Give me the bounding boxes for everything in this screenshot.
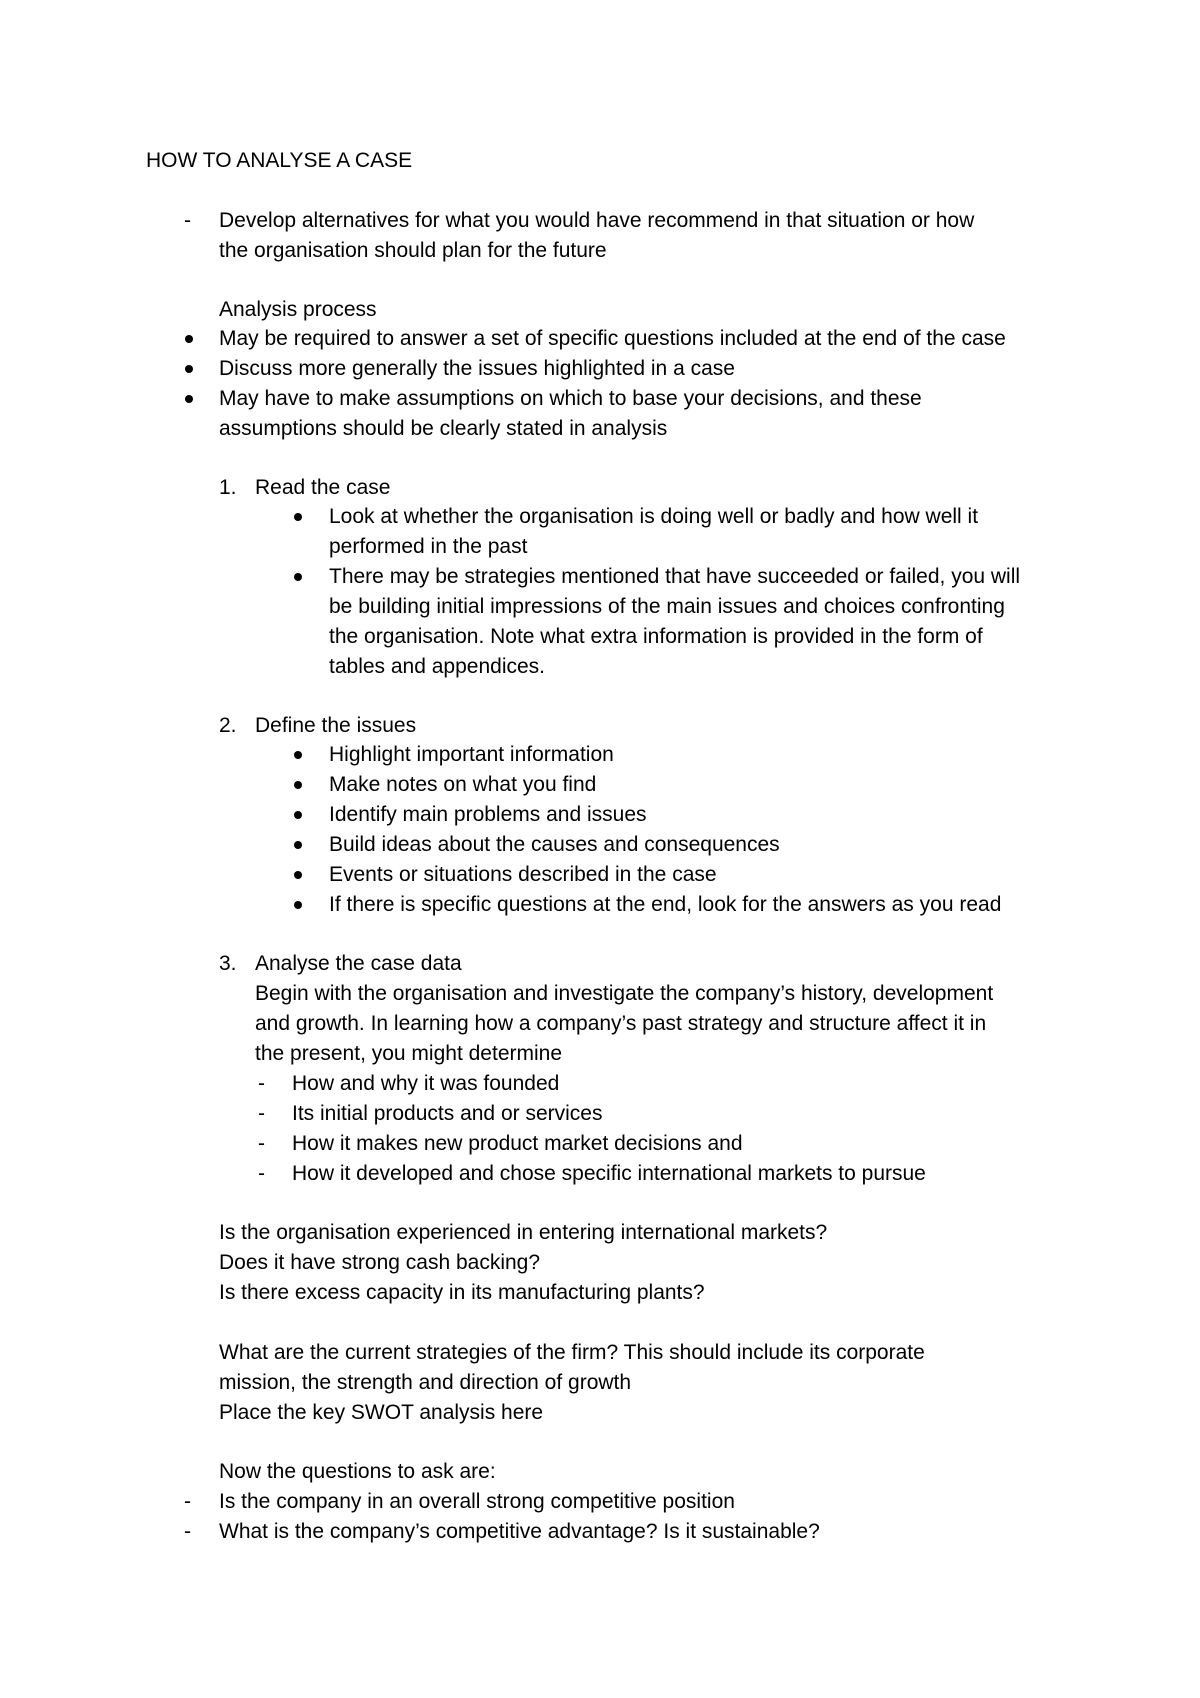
dash-marker: -	[184, 209, 191, 232]
list-item: Events or situations described in the case	[329, 863, 717, 886]
list-item: How and why it was founded	[292, 1072, 560, 1095]
bullet-icon	[294, 781, 302, 789]
list-item: Look at whether the organisation is doing well or badly and how well it	[329, 505, 979, 528]
step-number: 3.	[219, 952, 237, 975]
bullet-icon	[185, 335, 193, 343]
list-item-continuation: assumptions should be clearly stated in analysis	[219, 417, 668, 440]
list-item: How it makes new product market decisions and	[292, 1132, 743, 1155]
list-item: Its initial products and or services	[292, 1102, 603, 1125]
paragraph-line: Begin with the organisation and investigate the company’s history, development	[255, 982, 994, 1005]
intro-line: Develop alternatives for what you would have recommend in that situation or how	[219, 209, 975, 232]
bullet-icon	[294, 811, 302, 819]
list-item: Build ideas about the causes and consequences	[329, 833, 780, 856]
list-item: May have to make assumptions on which to base your decisions, and these	[219, 387, 922, 410]
list-item: How it developed and chose specific international markets to pursue	[292, 1162, 926, 1185]
step-label: Read the case	[255, 476, 391, 499]
list-item: Identify main problems and issues	[329, 803, 647, 826]
dash-marker: -	[258, 1072, 265, 1095]
paragraph-line: and growth. In learning how a company’s past strategy and structure affect it in	[255, 1012, 987, 1035]
dash-marker: -	[184, 1520, 191, 1543]
step-label: Analyse the case data	[255, 952, 462, 975]
list-item: What is the company’s competitive advantage? Is it sustainable?	[219, 1520, 820, 1543]
question-line: Is the organisation experienced in entering international markets?	[219, 1221, 828, 1244]
list-item: Highlight important information	[329, 743, 614, 766]
bullet-icon	[294, 901, 302, 909]
analysis-process-heading: Analysis process	[219, 298, 377, 321]
strategy-line: mission, the strength and direction of growth	[219, 1371, 632, 1394]
list-item: Discuss more generally the issues highlighted in a case	[219, 357, 735, 380]
bullet-icon	[294, 513, 302, 521]
intro-line: the organisation should plan for the future	[219, 239, 607, 262]
step-number: 1.	[219, 476, 237, 499]
list-item-continuation: be building initial impressions of the main issues and choices confronting	[329, 595, 1005, 618]
bullet-icon	[294, 841, 302, 849]
list-item-continuation: performed in the past	[329, 535, 528, 558]
list-item: Make notes on what you find	[329, 773, 597, 796]
question-line: Is there excess capacity in its manufacturing plants?	[219, 1281, 705, 1304]
list-item-continuation: the organisation. Note what extra information is provided in the form of	[329, 625, 983, 648]
bullet-icon	[185, 365, 193, 373]
list-item: If there is specific questions at the end, look for the answers as you read	[329, 893, 1002, 916]
strategy-line: Place the key SWOT analysis here	[219, 1401, 544, 1424]
bullet-icon	[294, 871, 302, 879]
bullet-icon	[294, 573, 302, 581]
dash-marker: -	[258, 1132, 265, 1155]
dash-marker: -	[258, 1162, 265, 1185]
list-item-continuation: tables and appendices.	[329, 655, 545, 678]
dash-marker: -	[184, 1490, 191, 1513]
list-item: There may be strategies mentioned that have succeeded or failed, you will	[329, 565, 1021, 588]
document-title: HOW TO ANALYSE A CASE	[146, 149, 413, 172]
question-line: Does it have strong cash backing?	[219, 1251, 541, 1274]
list-item: May be required to answer a set of specific questions included at the end of the case	[219, 327, 1006, 350]
list-item: Is the company in an overall strong competitive position	[219, 1490, 735, 1513]
strategy-line: What are the current strategies of the firm? This should include its corporate	[219, 1341, 925, 1364]
step-label: Define the issues	[255, 714, 417, 737]
paragraph-line: the present, you might determine	[255, 1042, 563, 1065]
bullet-icon	[294, 751, 302, 759]
step-number: 2.	[219, 714, 237, 737]
dash-marker: -	[258, 1102, 265, 1125]
now-questions-heading: Now the questions to ask are:	[219, 1460, 496, 1483]
bullet-icon	[185, 395, 193, 403]
